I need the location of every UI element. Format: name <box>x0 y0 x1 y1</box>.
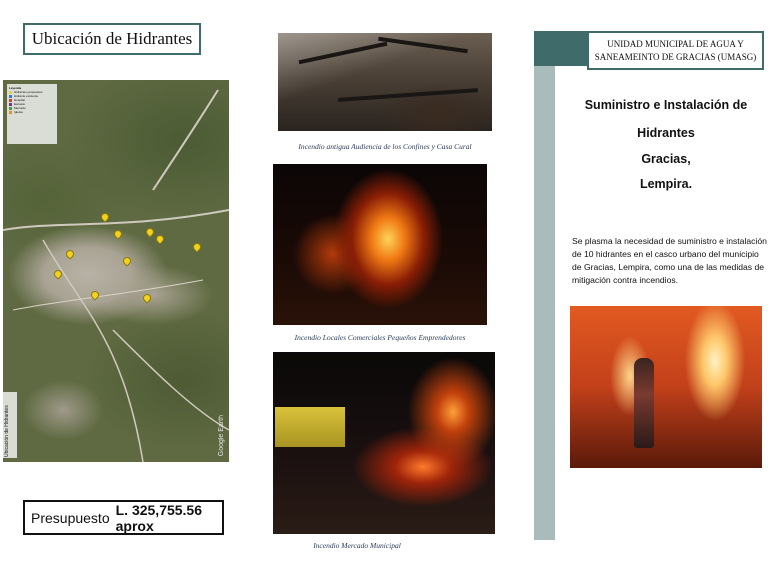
photo-detail <box>275 407 345 447</box>
fire-photo-locales <box>273 164 487 325</box>
project-heading: Gracias, <box>641 152 691 166</box>
map-legend-item <box>9 110 55 114</box>
photo-detail <box>634 358 654 448</box>
hydrant-location-map <box>3 80 229 462</box>
photo-detail <box>338 88 478 102</box>
legend-label: Escuela <box>14 102 25 106</box>
organization-title <box>587 31 764 70</box>
budget-box <box>23 500 224 535</box>
fire-photo-audiencia <box>278 33 492 131</box>
legend-swatch <box>9 91 12 94</box>
legend-swatch <box>9 99 12 102</box>
project-heading: Lempira. <box>639 177 693 191</box>
photo-detail <box>378 37 468 53</box>
project-heading: Suministro e Instalación de <box>584 98 748 112</box>
legend-label: Hidrante existente <box>14 94 39 98</box>
organization-line: SANEAMEINTO DE GRACIAS (UMASG) <box>594 51 757 62</box>
photo-caption: Incendio Mercado Municipal <box>313 541 401 550</box>
map-section-title <box>23 23 201 55</box>
map-side-label: Ubicación de Hidrantes <box>3 392 17 458</box>
map-legend-title: Leyenda <box>9 86 22 90</box>
legend-swatch <box>9 95 12 98</box>
legend-label: Mercado <box>14 106 26 110</box>
photo-caption: Incendio antigua Audiencia de los Confines y Casa Cural <box>298 142 472 151</box>
map-section-title-text: Ubicación de Hidrantes <box>31 29 193 48</box>
organization-line: UNIDAD MUNICIPAL DE AGUA Y <box>607 38 744 49</box>
organization-title-text <box>595 38 757 64</box>
map-watermark: Google Earth <box>218 414 225 456</box>
accent-side-bar <box>534 66 555 540</box>
accent-bar <box>534 31 589 66</box>
fire-photo-mercado <box>273 352 495 534</box>
photo-detail <box>299 42 388 65</box>
project-description: Se plasma la necesidad de suministro e instalación de 10 hidrantes en el casco urbano del municipio de Gracias, Lempira, como una de las medidas de mitigación contra incendios. <box>572 236 767 285</box>
project-heading: Hidrantes <box>637 126 695 140</box>
budget-amount: L. 325,755.56 aprox <box>115 501 203 534</box>
legend-label: Hidrantes propuestos <box>14 90 43 94</box>
legend-label: Hospital <box>14 98 25 102</box>
legend-swatch <box>9 111 12 114</box>
photo-caption: Incendio Locales Comerciales Pequeños Emprendedores <box>294 333 466 342</box>
legend-swatch <box>9 103 12 106</box>
budget-label: Presupuesto <box>31 509 110 526</box>
legend-label: Iglesia <box>14 110 23 114</box>
legend-swatch <box>9 107 12 110</box>
fire-photo-building <box>570 306 762 468</box>
map-legend <box>7 84 57 144</box>
